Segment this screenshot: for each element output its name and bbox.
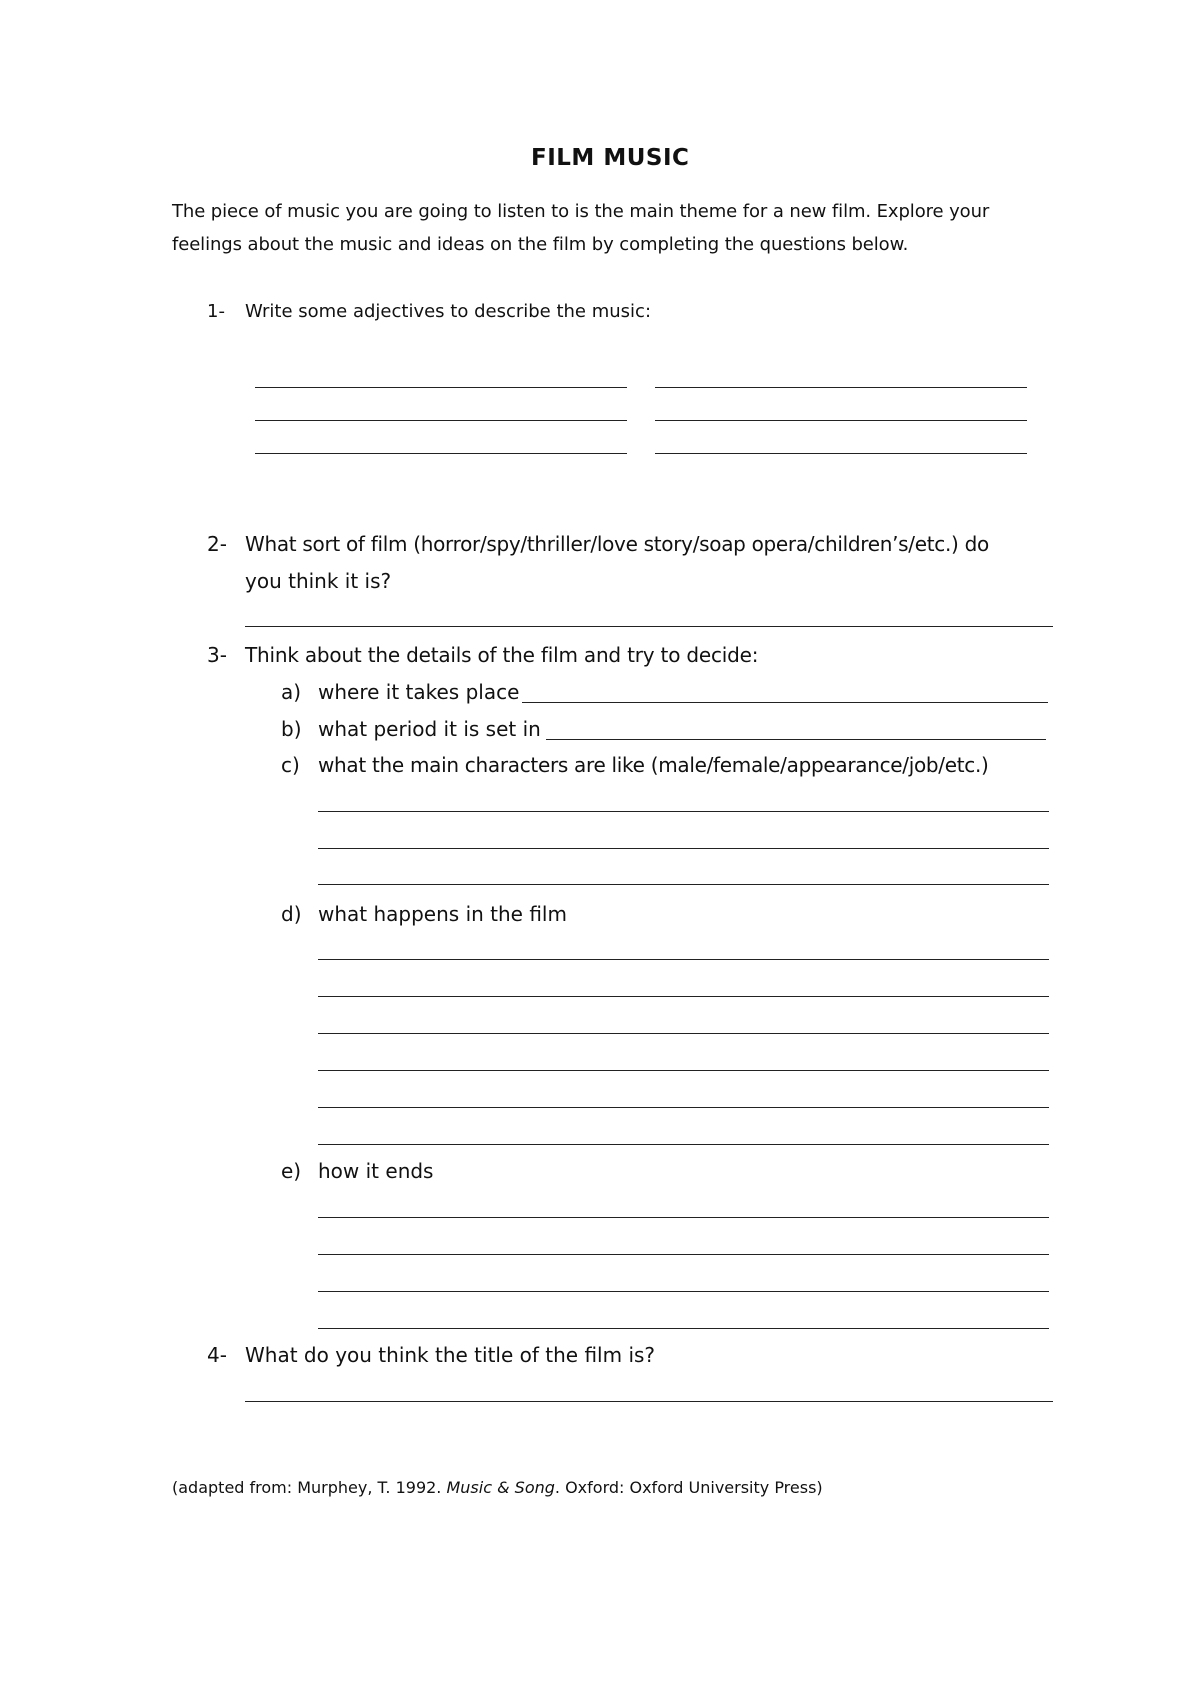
answer-line[interactable] (245, 626, 1053, 627)
answer-line[interactable] (255, 420, 627, 421)
sub-c-text: what the main characters are like (male/female/appearance/job/etc.) (318, 753, 989, 777)
answer-line[interactable] (318, 1144, 1049, 1145)
answer-line[interactable] (655, 453, 1027, 454)
answer-line[interactable] (318, 1033, 1049, 1034)
answer-line[interactable] (255, 387, 627, 388)
answer-line[interactable] (318, 1217, 1049, 1218)
sub-d-text: what happens in the film (318, 902, 567, 926)
sub-b-text: what period it is set in (318, 717, 541, 741)
sub-e-label: e) (281, 1159, 302, 1183)
answer-line[interactable] (522, 702, 1048, 703)
sub-d-label: d) (281, 902, 302, 926)
citation-suffix: . Oxford: Oxford University Press) (554, 1478, 823, 1497)
answer-line[interactable] (318, 1107, 1049, 1108)
question-4-text: What do you think the title of the film is? (245, 1343, 656, 1367)
answer-line[interactable] (318, 1328, 1049, 1329)
question-2-line-1: What sort of film (horror/spy/thriller/love story/soap opera/children’s/etc.) do (245, 532, 989, 556)
sub-c-label: c) (281, 753, 300, 777)
answer-line[interactable] (318, 1070, 1049, 1071)
citation-book-title: Music & Song (446, 1478, 555, 1497)
answer-line[interactable] (318, 996, 1049, 997)
answer-line[interactable] (255, 453, 627, 454)
answer-line[interactable] (318, 848, 1049, 849)
answer-line[interactable] (318, 811, 1049, 812)
question-2-line-2: you think it is? (245, 569, 392, 593)
sub-e-text: how it ends (318, 1159, 434, 1183)
answer-line[interactable] (318, 884, 1049, 885)
citation-prefix: (adapted from: Murphey, T. 1992. (172, 1478, 447, 1497)
answer-line[interactable] (245, 1401, 1053, 1402)
question-3-number: 3- (207, 643, 227, 667)
answer-line[interactable] (655, 420, 1027, 421)
question-1-text: Write some adjectives to describe the music: (245, 301, 652, 322)
page-title: FILM MUSIC (531, 145, 690, 171)
question-4-number: 4- (207, 1343, 227, 1367)
answer-line[interactable] (546, 739, 1046, 740)
citation (172, 1478, 823, 1497)
answer-line[interactable] (318, 1291, 1049, 1292)
question-1 (207, 301, 225, 322)
question-2-number: 2- (207, 532, 227, 556)
answer-line[interactable] (655, 387, 1027, 388)
sub-a-label: a) (281, 680, 302, 704)
answer-line[interactable] (318, 959, 1049, 960)
intro-line-1: The piece of music you are going to listen to is the main theme for a new film. Explore your (172, 201, 990, 222)
sub-b-label: b) (281, 717, 302, 741)
sub-a-text: where it takes place (318, 680, 520, 704)
question-number: 1- (207, 301, 225, 322)
answer-line[interactable] (318, 1254, 1049, 1255)
intro-line-2: feelings about the music and ideas on the film by completing the questions below. (172, 234, 909, 255)
question-3-text: Think about the details of the film and try to decide: (245, 643, 759, 667)
